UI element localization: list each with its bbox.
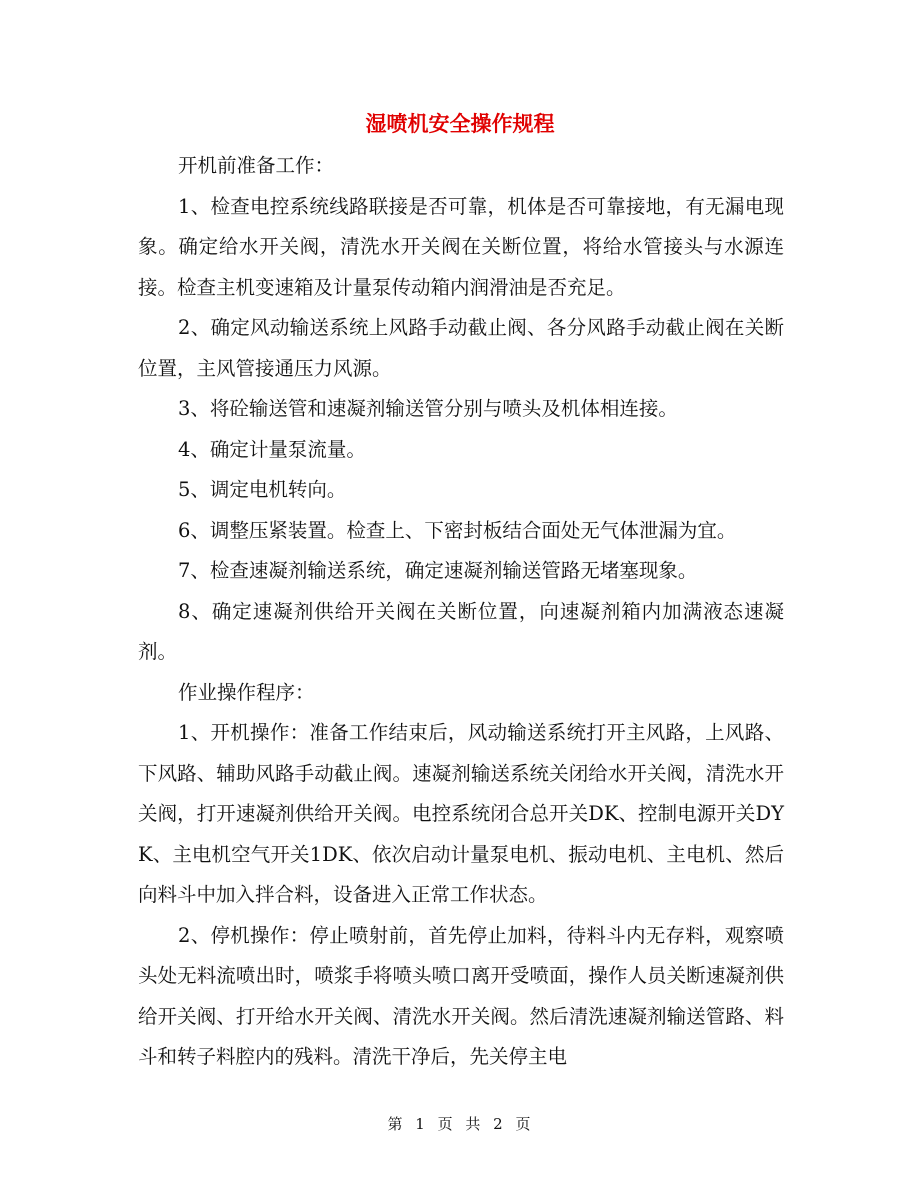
paragraph-prep-8: 8、确定速凝剂供给开关阀在关断位置，向速凝剂箱内加满液态速凝剂。 <box>138 599 784 663</box>
document-title: 湿喷机安全操作规程 <box>365 111 555 136</box>
paragraph-prep-7: 7、检查速凝剂输送系统，确定速凝剂输送管路无堵塞现象。 <box>178 559 698 582</box>
page-footer: 第 1 页 共 2 页 <box>387 1115 533 1133</box>
document-body <box>138 146 784 1078</box>
paragraph-procedure-2: 2、停机操作：停止喷射前，首先停止加料，待料斗内无存料，观察喷头处无料流喷出时，喷浆手将喷头喷口离开受喷面，操作人员关断速凝剂供给开关阀、打开给水开关阀、清洗水开关阀。然后清洗速凝剂输送管路、料斗和转子料腔内的残料。清洗干净后，先关停主电 <box>138 923 784 1068</box>
paragraph-prep-3: 3、将砼输送管和速凝剂输送管分别与喷头及机体相连接。 <box>178 397 678 420</box>
paragraph-prep-2: 2、确定风动输送系统上风路手动截止阀、各分风路手动截止阀在关断位置，主风管接通压力风源。 <box>138 316 784 380</box>
paragraph-prep-5: 5、调定电机转向。 <box>178 478 347 501</box>
paragraph-prep-4: 4、确定计量泵流量。 <box>178 437 366 461</box>
paragraph-procedure-1: 1、开机操作：准备工作结束后，风动输送系统打开主风路，上风路、下风路、辅助风路手动截止阀。速凝剂输送系统关闭给水开关阀，清洗水开关阀，打开速凝剂供给开关阀。电控系统闭合总开关DK、控制电源开关DYK、主电机空气开关1DK、依次启动计量泵电机、振动电机、主电机、然后向料斗中加入拌合料，设备进入正常工作状态。 <box>138 721 784 906</box>
paragraph-prep-6: 6、调整压紧装置。检查上、下密封板结合面处无气体泄漏为宜。 <box>178 518 737 542</box>
paragraph-prep-heading: 开机前准备工作： <box>178 154 335 177</box>
paragraph-prep-1: 1、检查电控系统线路联接是否可靠，机体是否可靠接地，有无漏电现象。确定给水开关阀，清洗水开关阀在关断位置，将给水管接头与水源连接。检查主机变速箱及计量泵传动箱内润滑油是否充足。 <box>138 194 784 299</box>
paragraph-procedure-heading: 作业操作程序： <box>178 680 315 704</box>
